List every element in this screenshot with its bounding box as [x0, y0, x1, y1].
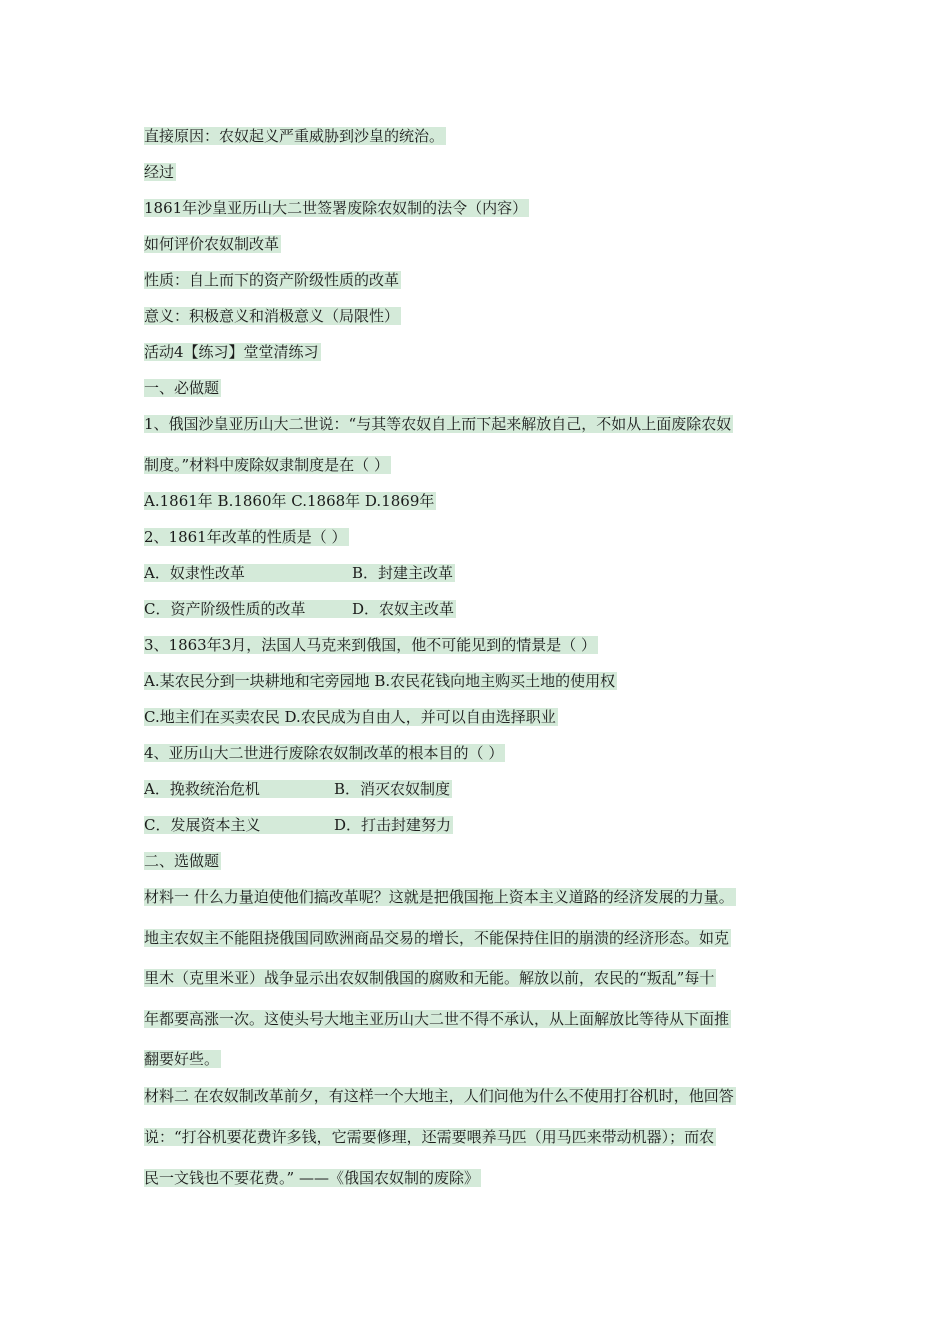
line-direct-cause: 直接原因：农奴起义严重威胁到沙皇的统治。: [144, 127, 445, 145]
question-1-options: A.1861年 B.1860年 C.1868年 D.1869年: [144, 492, 435, 510]
line-activity-4: 活动4【练习】堂堂清练习: [144, 343, 319, 361]
q4-option-a: A．挽救统治危机: [144, 780, 260, 798]
line-significance: 意义：积极意义和消极意义（局限性）: [144, 307, 400, 325]
section-optional: 二、选做题: [144, 852, 220, 870]
question-4-stem: 4、亚历山大二世进行废除农奴制改革的根本目的（ ）: [144, 744, 504, 762]
question-3-stem: 3、1863年3月，法国人马克来到俄国，他不可能见到的情景是（ ）: [144, 636, 597, 654]
section-required: 一、必做题: [144, 379, 220, 397]
question-1-line-2: 制度。”材料中废除奴隶制度是在（ ）: [144, 456, 389, 474]
line-1861-decree: 1861年沙皇亚历山大二世签署废除农奴制的法令（内容）: [144, 199, 528, 217]
q4-option-c: C．发展资本主义: [144, 816, 261, 834]
line-process: 经过: [144, 163, 175, 181]
material-1-line-4: 年都要高涨一次。这使头号大地主亚历山大二世不得不承认，从上面解放比等待从下面推: [144, 1010, 730, 1028]
q4-option-d: D．打击封建努力: [334, 816, 452, 834]
question-1-line-1: 1、俄国沙皇亚历山大二世说：“与其等农奴自上而下起来解放自己，不如从上面废除农奴: [144, 415, 732, 433]
question-4-options-ab: [144, 780, 452, 799]
question-2-stem: 2、1861年改革的性质是（ ）: [144, 528, 347, 546]
question-3-options-ab: A.某农民分到一块耕地和宅旁园地 B.农民花钱向地主购买土地的使用权: [144, 672, 616, 690]
question-4-options-cd: [144, 816, 453, 835]
question-2-options-ab: [144, 564, 455, 583]
question-3-options-cd: C.地主们在买卖农民 D.农民成为自由人，并可以自由选择职业: [144, 708, 556, 726]
material-2-line-3: 民一文钱也不要花费。” ——《俄国农奴制的废除》: [144, 1169, 479, 1187]
line-evaluate: 如何评价农奴制改革: [144, 235, 280, 253]
q2-option-b: B．封建主改革: [352, 564, 454, 582]
q2-option-c: C．资产阶级性质的改革: [144, 600, 306, 618]
material-1-line-3: 里木（克里米亚）战争显示出农奴制俄国的腐败和无能。解放以前，农民的“叛乱”每十: [144, 969, 715, 987]
line-nature: 性质：自上而下的资产阶级性质的改革: [144, 271, 400, 289]
question-2-options-cd: [144, 600, 456, 619]
q4-option-b: B．消灭农奴制度: [334, 780, 451, 798]
material-2-line-1: 材料二 在农奴制改革前夕，有这样一个大地主，人们问他为什么不使用打谷机时，他回答: [144, 1087, 734, 1105]
material-2-line-2: 说：“打谷机要花费许多钱，它需要修理，还需要喂养马匹（用马匹来带动机器）；而农: [144, 1128, 715, 1146]
material-1-line-5: 翻要好些。: [144, 1050, 220, 1068]
material-1-line-2: 地主农奴主不能阻挠俄国同欧洲商品交易的增长，不能保持住旧的崩溃的经济形态。如克: [144, 929, 730, 947]
q2-option-a: A．奴隶性改革: [144, 564, 245, 582]
material-1-line-1: 材料一 什么力量迫使他们搞改革呢？这就是把俄国拖上资本主义道路的经济发展的力量。: [144, 888, 734, 906]
q2-option-d: D．农奴主改革: [352, 600, 455, 618]
